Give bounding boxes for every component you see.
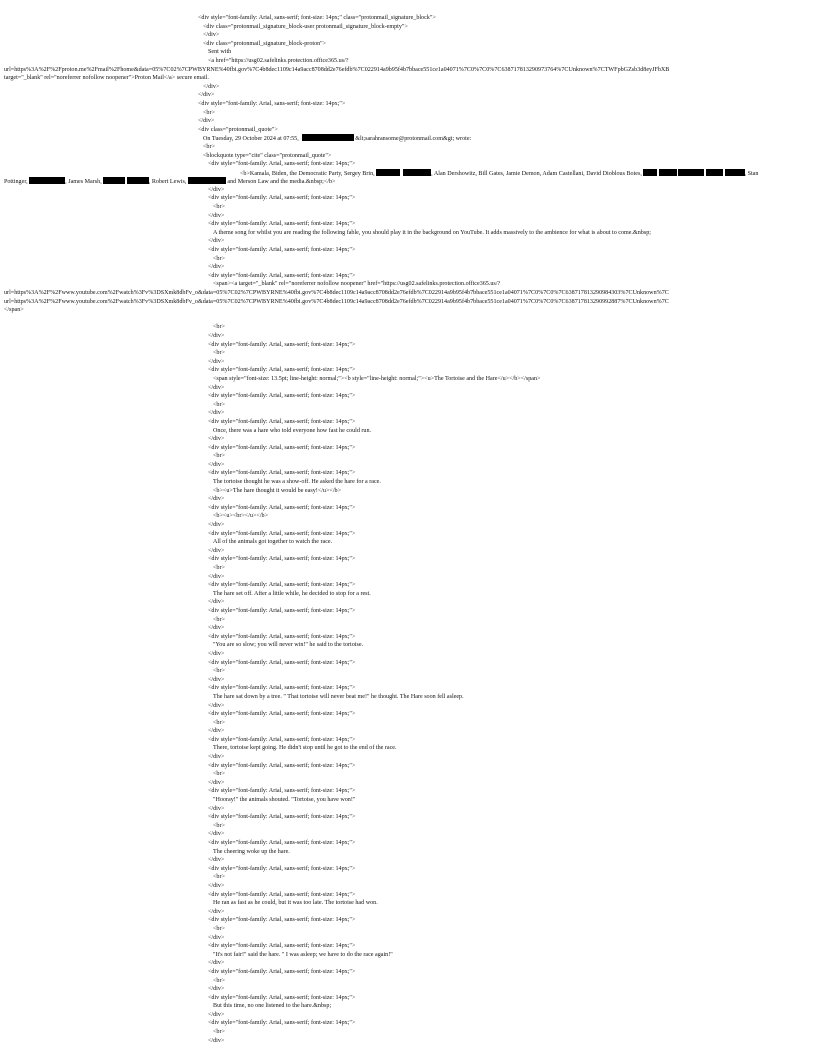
source-line	[0, 684, 816, 693]
source-line	[0, 951, 816, 960]
source-line-text: </div>	[203, 32, 220, 39]
source-line	[0, 31, 816, 40]
source-line	[0, 624, 816, 633]
source-line-text: <br>	[213, 668, 225, 675]
source-line	[0, 461, 816, 470]
source-line-text: <div style="font-family: Arial, sans-serif; font-size: 14px;">	[208, 917, 356, 924]
source-line-text: <div style="font-family: Arial, sans-serif; font-size: 14px;">	[208, 195, 356, 202]
source-line-text: <div style="font-family: Arial, sans-serif; font-size: 14px;">	[208, 840, 356, 846]
source-line	[0, 194, 816, 203]
source-line-text: </div>	[208, 805, 225, 812]
source-line	[0, 882, 816, 891]
source-line-text: </div>	[203, 83, 220, 90]
source-line-text: <br>	[213, 822, 225, 829]
source-line	[0, 564, 816, 573]
source-line-text: <br>	[213, 401, 225, 408]
source-line	[0, 934, 816, 943]
source-line	[0, 813, 816, 822]
source-line-text: </div>	[208, 186, 225, 193]
source-line-text: </div>	[208, 436, 225, 443]
source-line	[0, 444, 816, 453]
source-line-text: <div style="font-family: Arial, sans-serif; font-size: 14px;">	[208, 161, 356, 168]
source-line	[0, 676, 816, 685]
source-line-text: <span><a target="_blank" rel="noreferrer nofollow noopener" href="https://usg02.safelinks.protection.office365.us/?	[213, 281, 501, 288]
source-line	[0, 452, 816, 461]
source-line-text: <br>	[213, 616, 225, 623]
source-line	[0, 1002, 816, 1011]
source-line	[0, 865, 816, 874]
source-line-text: </div>	[208, 410, 225, 417]
source-line-text: </div>	[208, 934, 225, 941]
source-line-text: </div>	[208, 625, 225, 632]
cc-text-a3: , Stan	[744, 170, 759, 177]
source-line-text: <br>	[213, 324, 225, 331]
redaction-bar	[706, 169, 723, 176]
source-line-text: <br>	[213, 925, 225, 932]
source-line-text: </div>	[208, 779, 225, 786]
source-line-text: On Tuesday, 29 October 2024 at 07:55,	[203, 136, 299, 143]
source-line	[0, 229, 816, 238]
redaction-bar	[188, 177, 226, 184]
source-line-text: </div>	[208, 857, 225, 864]
source-line	[0, 925, 816, 934]
document-page	[0, 14, 816, 1045]
source-line-text: </div>	[208, 650, 225, 657]
source-line	[0, 555, 816, 564]
source-line-text: </div>	[208, 986, 225, 993]
source-line	[0, 91, 816, 100]
source-line-text: But this time, no one listened to the hare.&nbsp;	[213, 1003, 332, 1010]
cc-text-a: <b>Kamala, Biden, the Democratic Party, Sergey Brin,	[240, 170, 375, 177]
source-line	[0, 736, 816, 745]
source-line-text: <blockquote type="cite" class="protonmail_quote">	[203, 152, 332, 159]
source-line-text: <div style="font-family: Arial, sans-serif; font-size: 14px;">	[208, 272, 356, 279]
source-line	[0, 478, 816, 487]
source-line	[0, 899, 816, 908]
source-line-text: <div style="font-family: Arial, sans-serif; font-size: 14px;">	[208, 711, 356, 718]
source-line-text: <div class="protonmail_signature_block-proton">	[203, 40, 327, 47]
source-line-text: The cheering woke up the hare.	[213, 848, 290, 855]
source-line-text: </div>	[208, 599, 225, 606]
source-line	[0, 212, 816, 221]
source-line	[0, 504, 816, 513]
source-line	[0, 358, 816, 367]
source-line	[0, 667, 816, 676]
source-line-text: </div>	[208, 1011, 225, 1018]
source-line	[0, 280, 816, 289]
source-line-text: <div style="font-family: Arial, sans-serif; font-size: 14px;">	[208, 865, 356, 872]
source-line	[0, 1019, 816, 1028]
source-line	[0, 366, 816, 375]
source-line	[0, 315, 816, 324]
source-line-text: </div>	[208, 831, 225, 838]
source-line-text: </div>	[208, 358, 225, 365]
source-line-text: <br>	[213, 771, 225, 778]
source-line	[0, 469, 816, 478]
source-line-text: <div style="font-family: Arial, sans-serif; font-size: 14px;">	[208, 762, 356, 769]
source-line-text: </div>	[208, 960, 225, 967]
source-line	[0, 298, 816, 307]
source-line-text: <div style="font-family: Arial, sans-serif; font-size: 14px;">	[208, 530, 356, 537]
source-line	[0, 848, 816, 857]
source-line	[0, 787, 816, 796]
source-line-text: <div style="font-family: Arial, sans-serif; font-size: 14px;">	[208, 659, 356, 666]
source-line-text: </div>	[208, 702, 225, 709]
source-line	[0, 985, 816, 994]
source-line-text: The hare sat down by a tree. " That tortoise will never beat me!" he thought. The Hare soon fell asleep.	[213, 693, 464, 700]
redaction-bar	[127, 177, 149, 184]
source-line	[0, 1037, 816, 1046]
cc-text-a2: , Alan Dershowitz, Bill Gates, Jamie Demon, Adam Castellani, David Dioblous Boies,	[431, 170, 642, 177]
source-line-text: <div style="font-family: Arial, sans-serif; font-size: 14px;">	[208, 504, 356, 511]
source-line-text: There, tortoise kept going. He didn't stop until he got to the end of the race.	[213, 745, 397, 752]
source-line	[0, 581, 816, 590]
source-line	[0, 40, 816, 49]
source-line	[0, 822, 816, 831]
source-line-text: <a href="https://usg02.safelinks.protection.office365.us/?	[208, 57, 349, 64]
source-line	[0, 598, 816, 607]
source-line-text: <br>	[213, 255, 225, 262]
source-line-text: </div>	[208, 332, 225, 339]
source-line-text: </div>	[208, 212, 225, 219]
source-line-text: <div class="protonmail_signature_block-user protonmail_signature_block-empty">	[203, 23, 408, 30]
source-line-text: </div>	[208, 676, 225, 683]
source-line	[0, 401, 816, 410]
source-line-text: <br>	[213, 453, 225, 460]
source-line-text: <br>	[203, 143, 215, 150]
source-line-text: "Hooray!" the animals shouted. "Tortoise, you have won!"	[213, 797, 356, 804]
source-line-text: <br>	[203, 109, 215, 116]
source-line-text: <div style="font-family: Arial, sans-serif; font-size: 14px;" class="protonmail_signature_block">	[198, 15, 436, 21]
source-line-text: </div>	[208, 547, 225, 554]
source-line-text: </div>	[208, 882, 225, 889]
source-line	[0, 409, 816, 418]
source-line-text: <div style="font-family: Arial, sans-serif; font-size: 14px;">	[208, 1020, 356, 1027]
source-line	[0, 323, 816, 332]
source-line-text: url=https%3A%2F%2Fwww.youtube.com%2Fwatch%3Fv%3DSXmk8dbFv_o&data=05%7C02%7CPWBYRNE%40fbi.gov%7C4b8dec1109c14a9acc8708dd2e76efdb%7C022914a9b95f4b7bbace551ce1a04071%7C0%7C0%7C638717813290984303%7CUnknown%7C	[4, 290, 669, 296]
redaction-bar	[678, 169, 704, 176]
source-line-text: <div style="font-family: Arial, sans-serif; font-size: 14px;">	[208, 891, 356, 898]
source-line-text: </div>	[208, 728, 225, 735]
source-line-text: <div class="protonmail_quote">	[198, 126, 278, 133]
fable-section	[0, 186, 816, 1045]
source-line-text: <div style="font-family: Arial, sans-serif; font-size: 14px;">	[208, 582, 356, 589]
source-line-text: <div style="font-family: Arial, sans-serif; font-size: 14px;">	[208, 943, 356, 950]
source-line	[0, 237, 816, 246]
source-line	[0, 710, 816, 719]
source-line-text: A theme song for whilst you are reading the following fable, you should play it in the background on YouTube. It adds massively to the ambience for what is about to come.&nbsp;	[213, 229, 651, 236]
source-line	[0, 1028, 816, 1037]
source-line-text: url=https%3A%2F%2Fwww.youtube.com%2Fwatch%3Fv%3DSXmk8dbFv_o&data=05%7C02%7CPWBYRNE%40fbi.gov%7C4b8dec1109c14a9acc8708dd2e76efdb%7C022914a9b95f4b7bbace551ce1a04071%7C0%7C0%7C638717813290992887%7CUnknown%7C	[4, 298, 669, 305]
source-line	[0, 74, 816, 83]
source-line	[0, 727, 816, 736]
source-line-text: <b><u><br></u></b>	[213, 513, 269, 520]
redaction-bar	[643, 169, 657, 176]
source-line-text: <div style="font-family: Arial, sans-serif; font-size: 14px;">	[208, 788, 356, 795]
source-line	[0, 659, 816, 668]
source-line-text: <br>	[213, 719, 225, 726]
source-line	[0, 48, 816, 57]
source-line-text: </div>	[208, 264, 225, 271]
source-line	[0, 616, 816, 625]
source-line	[0, 220, 816, 229]
source-line	[0, 203, 816, 212]
signature-section	[0, 14, 816, 169]
source-line	[0, 538, 816, 547]
source-line	[0, 779, 816, 788]
source-line-text: </div>	[208, 496, 225, 503]
source-line	[0, 117, 816, 126]
source-line-text: Once, there was a hare who told everyone how fast he could run.	[213, 427, 372, 434]
source-line-text: <b><u>The hare thought it would be easy!</u></b>	[213, 487, 342, 494]
source-line	[0, 495, 816, 504]
source-line	[0, 573, 816, 582]
source-line	[0, 246, 816, 255]
source-line	[0, 968, 816, 977]
cc-text-b1: Pottinger,	[4, 179, 28, 186]
source-line	[0, 263, 816, 272]
source-line-text: <br>	[213, 350, 225, 357]
source-line-text: <div style="font-family: Arial, sans-serif; font-size: 14px;">	[208, 685, 356, 692]
source-line-text: <div style="font-family: Arial, sans-serif; font-size: 14px;">	[208, 736, 356, 743]
source-line-text: </div>	[208, 461, 225, 468]
source-line	[0, 332, 816, 341]
source-line	[0, 427, 816, 436]
source-line-text: He ran as fast as he could, but it was too late. The tortoise had won.	[213, 900, 378, 907]
source-line	[0, 590, 816, 599]
source-line	[0, 693, 816, 702]
redaction-bar	[302, 134, 354, 141]
source-line	[0, 650, 816, 659]
source-line	[0, 272, 816, 281]
source-line-text: <div style="font-family: Arial, sans-serif; font-size: 14px;">	[208, 968, 356, 975]
source-line-text: <div style="font-family: Arial, sans-serif; font-size: 14px;">	[208, 341, 356, 348]
source-line	[0, 796, 816, 805]
source-line-text: </div>	[208, 238, 225, 245]
source-line	[0, 83, 816, 92]
source-line	[0, 641, 816, 650]
source-line-text: </div>	[208, 522, 225, 529]
source-line-text: url=https%3A%2F%2Fproton.me%2Fmail%2Fhome&data=05%7C02%7CPWBYRNE%40fbi.gov%7C4b8dec1109c14a9acc8708dd2e76efdb%7C022914a9b95f4b7bbace551ce1a04071%7C0%7C0%7C638717813290973764%7CUnknown%7CTWFpbGZsb3d8eyJFbXB	[4, 66, 670, 73]
redaction-bar	[376, 169, 400, 176]
source-line-text: <br>	[213, 977, 225, 984]
cc-line-1	[0, 169, 816, 178]
source-line-text-cont: &lt;sarahransome@protonmail.com&gt; wrote:	[353, 136, 472, 143]
source-line	[0, 134, 816, 143]
source-line-text: <div style="font-family: Arial, sans-serif; font-size: 14px;">	[208, 367, 356, 374]
source-line-text: <div style="font-family: Arial, sans-serif; font-size: 14px;">	[208, 607, 356, 614]
source-line	[0, 908, 816, 917]
source-line	[0, 14, 816, 23]
source-line-text: <div style="font-family: Arial, sans-serif; font-size: 14px;">	[208, 444, 356, 451]
redaction-bar	[403, 169, 431, 176]
source-line	[0, 959, 816, 968]
source-line-text: <div style="font-family: Arial, sans-serif; font-size: 14px;">	[208, 393, 356, 400]
source-line	[0, 392, 816, 401]
source-line-text: <div style="font-family: Arial, sans-serif; font-size: 14px;">	[208, 247, 356, 254]
source-line-text: </div>	[208, 1037, 225, 1044]
cc-text-b2: , James Marsh,	[65, 179, 102, 186]
source-line-text: <br>	[213, 1029, 225, 1036]
source-line	[0, 994, 816, 1003]
source-line-text: </div>	[208, 908, 225, 915]
source-line	[0, 512, 816, 521]
source-line	[0, 349, 816, 358]
source-line	[0, 521, 816, 530]
source-line-text: <div style="font-family: Arial, sans-serif; font-size: 14px;">	[208, 633, 356, 640]
source-line	[0, 805, 816, 814]
cc-line-2	[0, 177, 816, 186]
source-line	[0, 770, 816, 779]
source-line	[0, 702, 816, 711]
source-line	[0, 100, 816, 109]
source-line-text: <br>	[213, 874, 225, 881]
source-line-text: <div style="font-family: Arial, sans-serif; font-size: 14px;">	[208, 556, 356, 563]
source-line-text: "It's not fair!" said the hare. " I was asleep; we have to do the race again!"	[213, 951, 393, 958]
source-line	[0, 23, 816, 32]
source-line	[0, 547, 816, 556]
source-line-text: target="_blank" rel="noreferrer nofollow noopener">Proton Mail</a> secure email.	[4, 75, 209, 82]
source-line	[0, 530, 816, 539]
source-line-text: </div>	[198, 92, 215, 99]
source-line-text: </span>	[4, 307, 24, 314]
source-line-text: <div style="font-family: Arial, sans-serif; font-size: 14px;">	[208, 470, 356, 477]
source-line	[0, 873, 816, 882]
source-line	[0, 839, 816, 848]
source-line	[0, 744, 816, 753]
source-line-text: The hare set off. After a little while, he decided to stop for a rest.	[213, 590, 371, 597]
cc-text-b4: and Merson Law and the media.&nbsp;</b>	[225, 179, 336, 186]
source-line	[0, 375, 816, 384]
source-line-text: "You are so slow; you will never win!" he said to the tortoise.	[213, 642, 364, 649]
redaction-bar	[29, 177, 65, 184]
source-line	[0, 255, 816, 264]
source-line-text: Sent with	[208, 49, 232, 56]
source-line	[0, 143, 816, 152]
source-line-text: </div>	[198, 118, 215, 125]
source-line-text: The tortoise thought he was a show-off. He asked the hare for a race.	[213, 479, 381, 486]
redaction-bar	[103, 177, 125, 184]
source-line-text: <div style="font-family: Arial, sans-serif; font-size: 14px;">	[208, 418, 356, 425]
source-line-text: All of the animals got together to watch the race.	[213, 539, 333, 546]
redaction-bar	[725, 169, 745, 176]
source-line	[0, 633, 816, 642]
source-line	[0, 66, 816, 75]
source-line	[0, 57, 816, 66]
source-line	[0, 856, 816, 865]
source-line	[0, 753, 816, 762]
source-line	[0, 126, 816, 135]
source-line	[0, 435, 816, 444]
source-line	[0, 762, 816, 771]
source-line-text: </div>	[208, 754, 225, 761]
source-line-text: <span style="font-size: 13.5pt; line-height: normal;"><b style="line-height: normal;"><u>The Tortoise and the Hare</u></b></span>	[213, 375, 541, 382]
source-line-text: <div style="font-family: Arial, sans-serif; font-size: 14px;">	[208, 814, 356, 821]
source-line	[0, 384, 816, 393]
source-line	[0, 341, 816, 350]
source-line	[0, 186, 816, 195]
redaction-bar	[659, 169, 677, 176]
source-line-text: </div>	[208, 384, 225, 391]
source-line	[0, 916, 816, 925]
source-line-text: </div>	[208, 573, 225, 580]
source-line-text: <br>	[213, 204, 225, 211]
source-line-text: <div style="font-family: Arial, sans-serif; font-size: 14px;">	[208, 994, 356, 1001]
source-line	[0, 487, 816, 496]
source-line	[0, 289, 816, 298]
cc-text-b3: , Robert Lewis,	[148, 179, 187, 186]
source-line	[0, 109, 816, 118]
source-line-text: <div style="font-family: Arial, sans-serif; font-size: 14px;">	[198, 100, 346, 107]
source-line	[0, 891, 816, 900]
source-line	[0, 977, 816, 986]
source-line	[0, 830, 816, 839]
source-line	[0, 152, 816, 161]
source-line-text: <br>	[213, 565, 225, 571]
source-line-text: <div style="font-family: Arial, sans-serif; font-size: 14px;">	[208, 221, 356, 228]
source-line	[0, 418, 816, 427]
source-line	[0, 160, 816, 169]
source-line	[0, 306, 816, 315]
source-line	[0, 1011, 816, 1020]
source-line	[0, 942, 816, 951]
source-line	[0, 719, 816, 728]
source-line	[0, 607, 816, 616]
